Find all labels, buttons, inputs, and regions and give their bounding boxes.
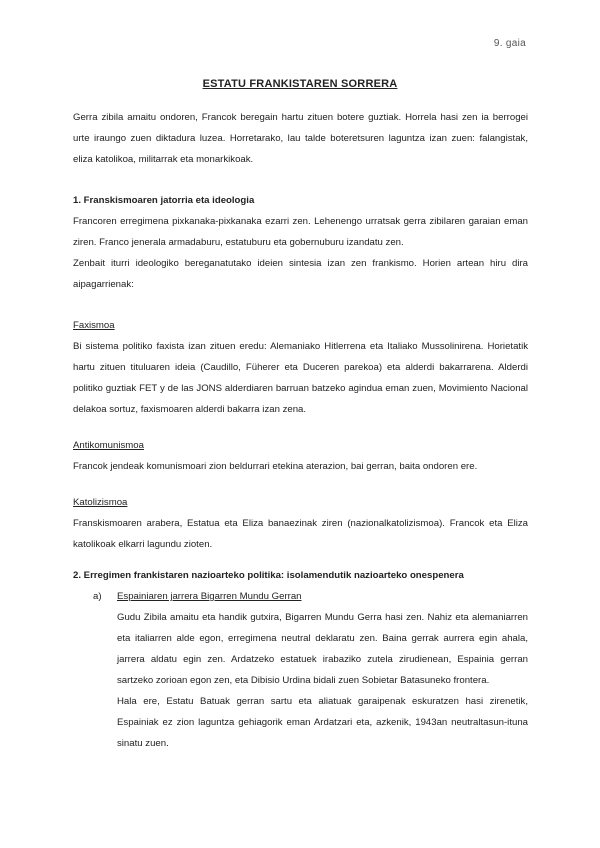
- subsection-a-label: a): [93, 591, 102, 602]
- document-title: ESTATU FRANKISTAREN SORRERA: [202, 78, 398, 90]
- antikomunismoa-title: Antikomunismoa: [73, 440, 144, 451]
- section-1-heading: 1. Franskismoaren jatorria eta ideologia: [73, 195, 255, 206]
- katolizismoa-text: Franskismoaren arabera, Estatua eta Eliza banaezinak ziren (nazionalkatolizismoa). Francok eta Eliza katolikoak elkarri lagundu zioten.: [73, 518, 528, 550]
- document-body: [73, 107, 528, 754]
- antikomunismoa-text: Francok jendeak komunismoari zion beldurrari etekina aterazion, bai gerran, baita ondoren ere.: [73, 461, 478, 472]
- page-label: 9. gaia: [493, 38, 526, 49]
- section-2-heading: 2. Erregimen frankistaren nazioarteko politika: isolamendutik nazioarteko onespenera: [73, 570, 464, 581]
- section-1-paragraph-1: Francoren erregimena pixkanaka-pixkanaka ezarri zen. Lehenengo urratsak gerra zibilaren garaian eman ziren. Franco jenerala armadaburu, estatuburu eta gobernuburu izandatu zen.: [73, 216, 528, 248]
- subsection-a-title: Espainiaren jarrera Bigarren Mundu Gerran: [117, 591, 302, 602]
- intro-paragraph: Gerra zibila amaitu ondoren, Francok beregain hartu zituen botere guztiak. Horrela hasi zen ia berrogei urte iraungo zuen diktadura luzea. Horretarako, lau talde boteretsuren laguntza izan zuen: falangistak, eliza katolikoa, militarrak eta monarkikoak.: [73, 112, 528, 165]
- subsection-a: [93, 586, 528, 607]
- subsection-a-paragraph-2: Hala ere, Estatu Batuak gerran sartu eta aliatuak garaipenak eskuratzen hasi zirenetik, Espainiak ez zion laguntza gehiagorik eman Ardatzari eta, azkenik, 1943an neutraltasun-ituna sinatu zuen.: [117, 696, 528, 749]
- faxismoa-text: Bi sistema politiko faxista izan zituen eredu: Alemaniako Hitlerrena eta Italiako Mussolinirena. Horietatik hartu zituen tituluaren ideia (Caudillo, Füherer eta Duceren parekoa) eta alderdi bakarrarena. Alderdi politiko guztiak FET y de las JONS alderdiaren barruan batzeko agindua eman zuen, Movimiento Nacional delakoa sortuz, faxismoaren alderdi bakarra izan zena.: [73, 341, 528, 415]
- subsection-a-paragraph-1: Gudu Zibila amaitu eta handik gutxira, Bigarren Mundu Gerra hasi zen. Nahiz eta alemaniarren eta italiarren alde egon, erregimena neutral deklaratu zen. Baina gerrak aurrera egin ahala, jarrera aldatu egin zen. Ardatzeko estatuek irabaziko zutela zirudienean, Espainia gerran sartzeko zorioan egon zen, eta Dibisio Urdina bidali zuen Sobietar Batasuneko frontera.: [117, 612, 528, 686]
- katolizismoa-title: Katolizismoa: [73, 497, 128, 508]
- faxismoa-title: Faxismoa: [73, 320, 115, 331]
- section-1-paragraph-2: Zenbait iturri ideologiko bereganatutako ideien sintesia izan zen frankismo. Horien artean hiru dira aipagarrienak:: [73, 258, 528, 290]
